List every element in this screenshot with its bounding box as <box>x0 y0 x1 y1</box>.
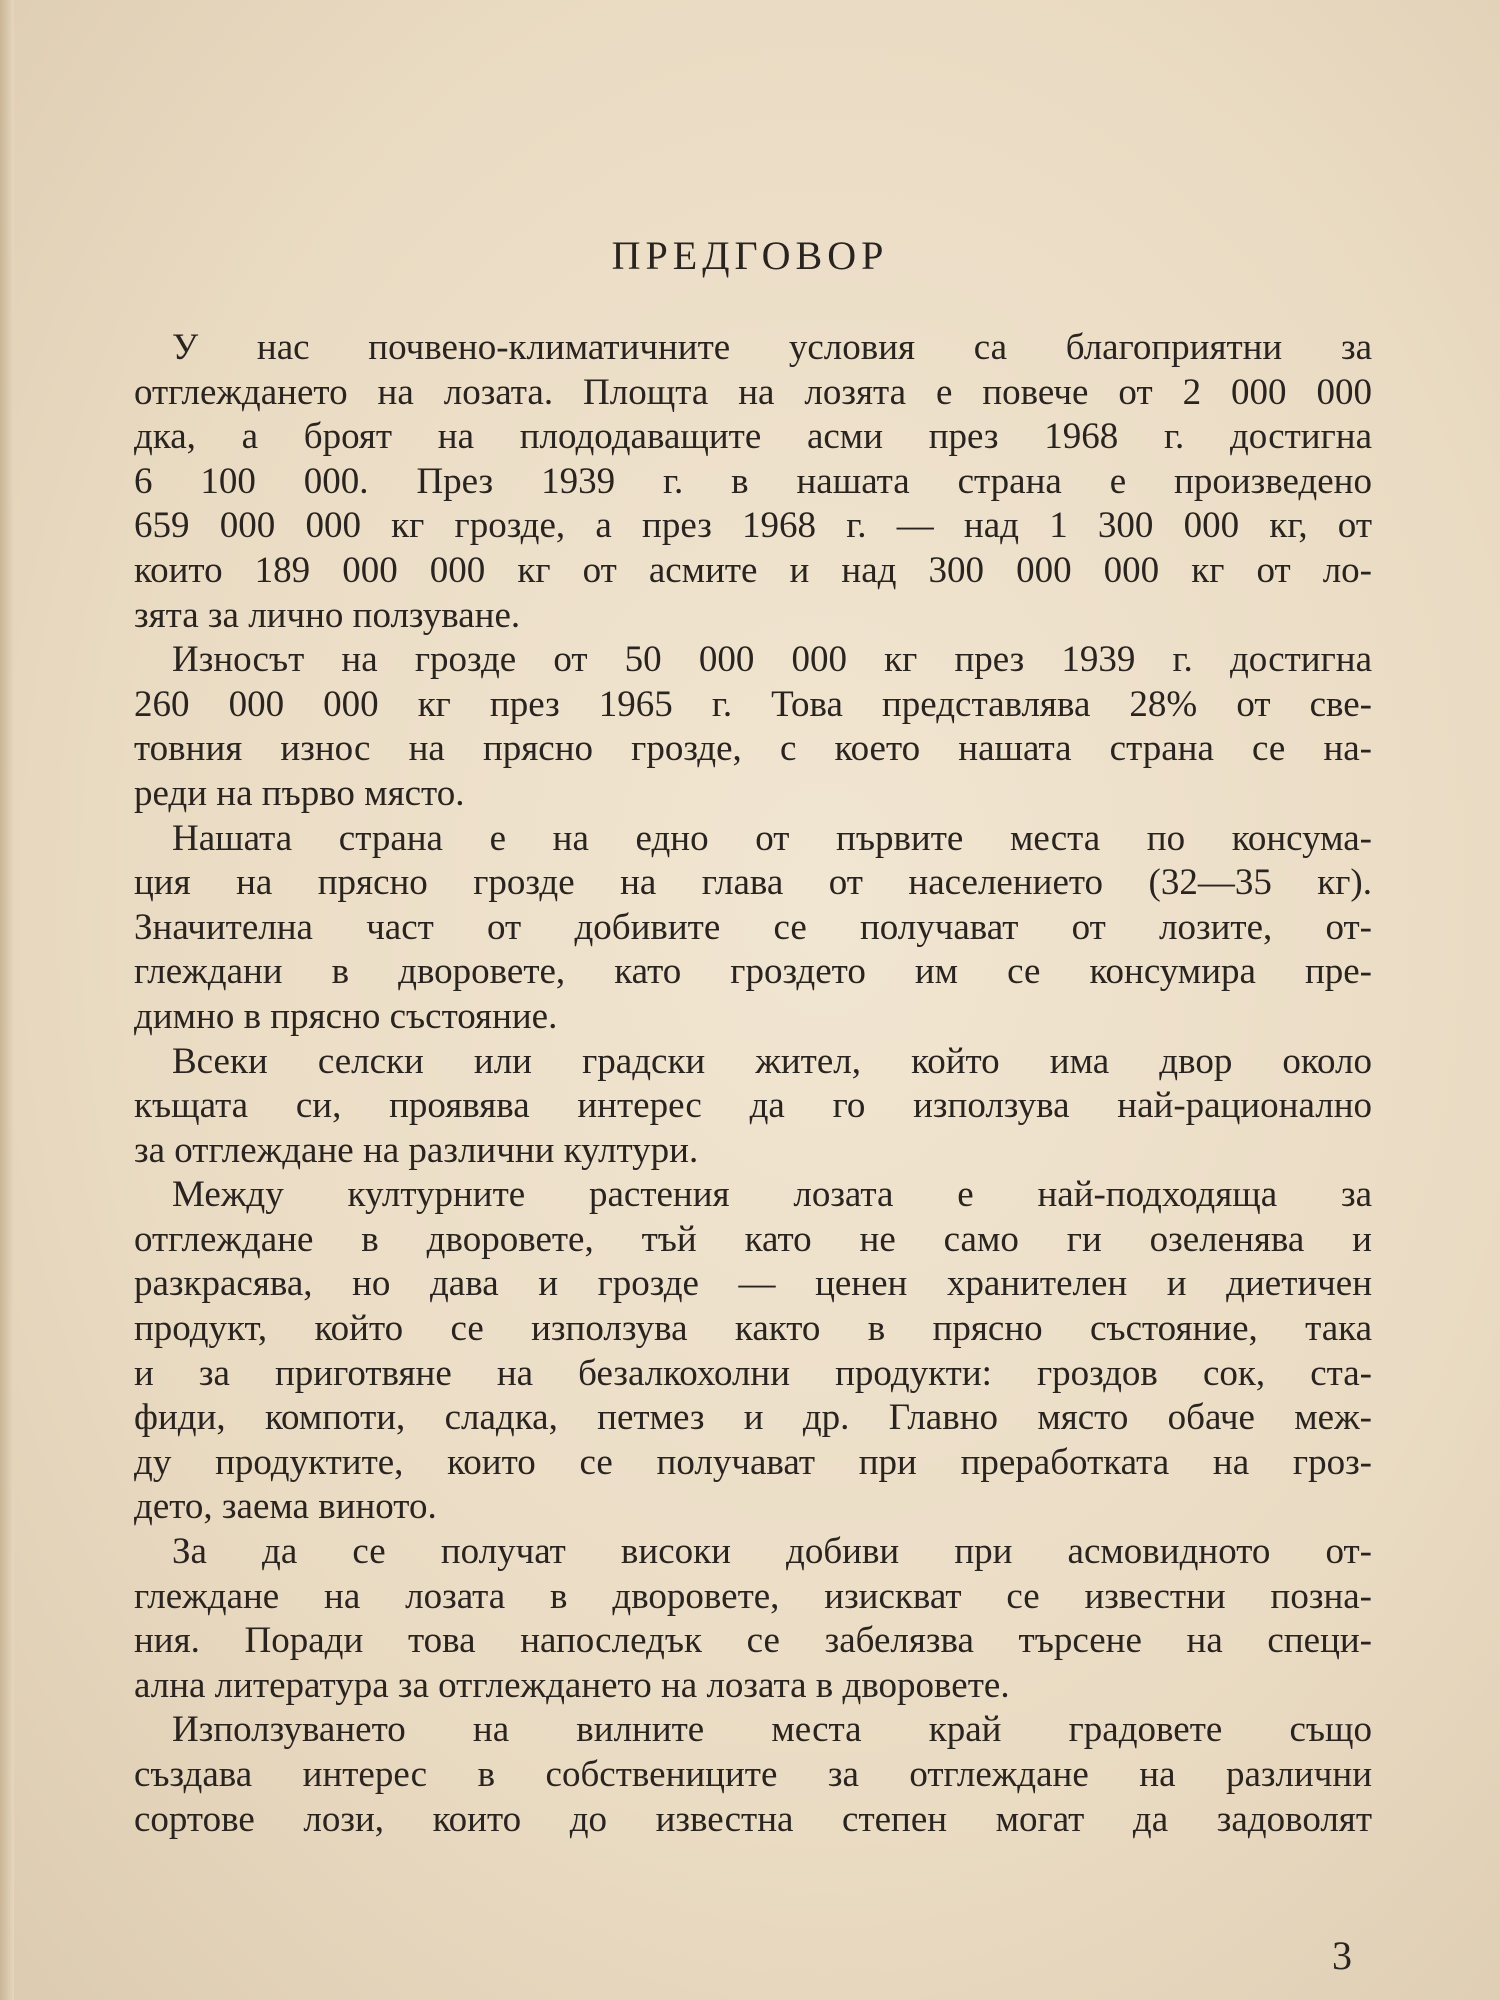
text-line: Използуването на вилните места край градовете също <box>172 1709 1372 1751</box>
text-line: и за приготвяне на безалкохолни продукти: гроздов сок, ста- <box>134 1352 1372 1394</box>
text-line: ния. Поради това напоследък се забелязва търсене на специ- <box>134 1620 1372 1662</box>
text-line: реди на първо място. <box>134 772 465 814</box>
text-line: дка, а броят на плододаващите асми през 1968 г. достигна <box>134 416 1372 458</box>
text-line: продукт, който се използува както в прясно състояние, така <box>134 1308 1372 1350</box>
text-line: ция на прясно грозде на глава от населението (32—35 кг). <box>134 862 1372 904</box>
text-line: ду продуктите, които се получават при преработката на гроз- <box>134 1441 1372 1483</box>
text-line: Значителна част от добивите се получават от лозите, от- <box>134 906 1372 948</box>
text-line: 6 100 000. През 1939 г. в нашата страна е произведено <box>134 460 1372 502</box>
text-line: 260 000 000 кг през 1965 г. Това представлява 28% от све- <box>134 683 1372 725</box>
text-line: ална литература за отглеждането на лозата в дворовете. <box>134 1664 1010 1706</box>
text-line: дето, заема виното. <box>134 1486 437 1528</box>
text-line: Всеки селски или градски жител, който има двор около <box>172 1040 1372 1082</box>
text-line: фиди, компоти, сладка, петмез и др. Главно място обаче меж- <box>134 1397 1372 1439</box>
text-line: разкрасява, но дава и грозде — ценен хранителен и диетичен <box>134 1263 1372 1305</box>
text-line: зята за лично ползуване. <box>134 594 521 636</box>
text-line: глеждане на лозата в дворовете, изискват се известни позна- <box>134 1575 1372 1617</box>
text-line: Нашата страна е на едно от първите места по консума- <box>172 817 1372 859</box>
text-line: Между културните растения лозата е най-подходяща за <box>172 1174 1372 1216</box>
text-line: отглеждане в дворовете, тъй като не само ги озеленява и <box>134 1218 1372 1260</box>
body-text <box>134 326 1372 1842</box>
text-line: отглеждането на лозата. Площта на лозята е повече от 2 000 000 <box>134 371 1372 413</box>
text-line: къщата си, проявява интерес да го използува най-рационално <box>134 1085 1372 1127</box>
text-line: димно в прясно състояние. <box>134 995 558 1037</box>
text-line: глеждани в дворовете, като гроздето им се консумира пре- <box>134 951 1372 993</box>
text-line: У нас почвено-климатичните условия са благоприятни за <box>172 327 1372 368</box>
text-line: товния износ на прясно грозде, с което нашата страна се на- <box>134 728 1372 770</box>
page-number: 3 <box>1332 1933 1352 1978</box>
page-title: ПРЕДГОВОР <box>611 233 889 278</box>
text-line: За да се получат високи добиви при асмовидното от- <box>172 1531 1372 1573</box>
text-line: Износът на грозде от 50 000 000 кг през 1939 г. достигна <box>172 639 1372 681</box>
text-line: 659 000 000 кг грозде, а през 1968 г. — над 1 300 000 кг, от <box>134 505 1372 547</box>
text-line: за отглеждане на различни култури. <box>134 1129 699 1171</box>
page-edge <box>0 0 14 2000</box>
text-line: които 189 000 000 кг от асмите и над 300 000 000 кг от ло- <box>134 549 1372 591</box>
text-line: създава интерес в собствениците за отглеждане на различни <box>134 1754 1372 1795</box>
text-line: сортове лози, които до известна степен могат да задоволят <box>134 1798 1372 1840</box>
